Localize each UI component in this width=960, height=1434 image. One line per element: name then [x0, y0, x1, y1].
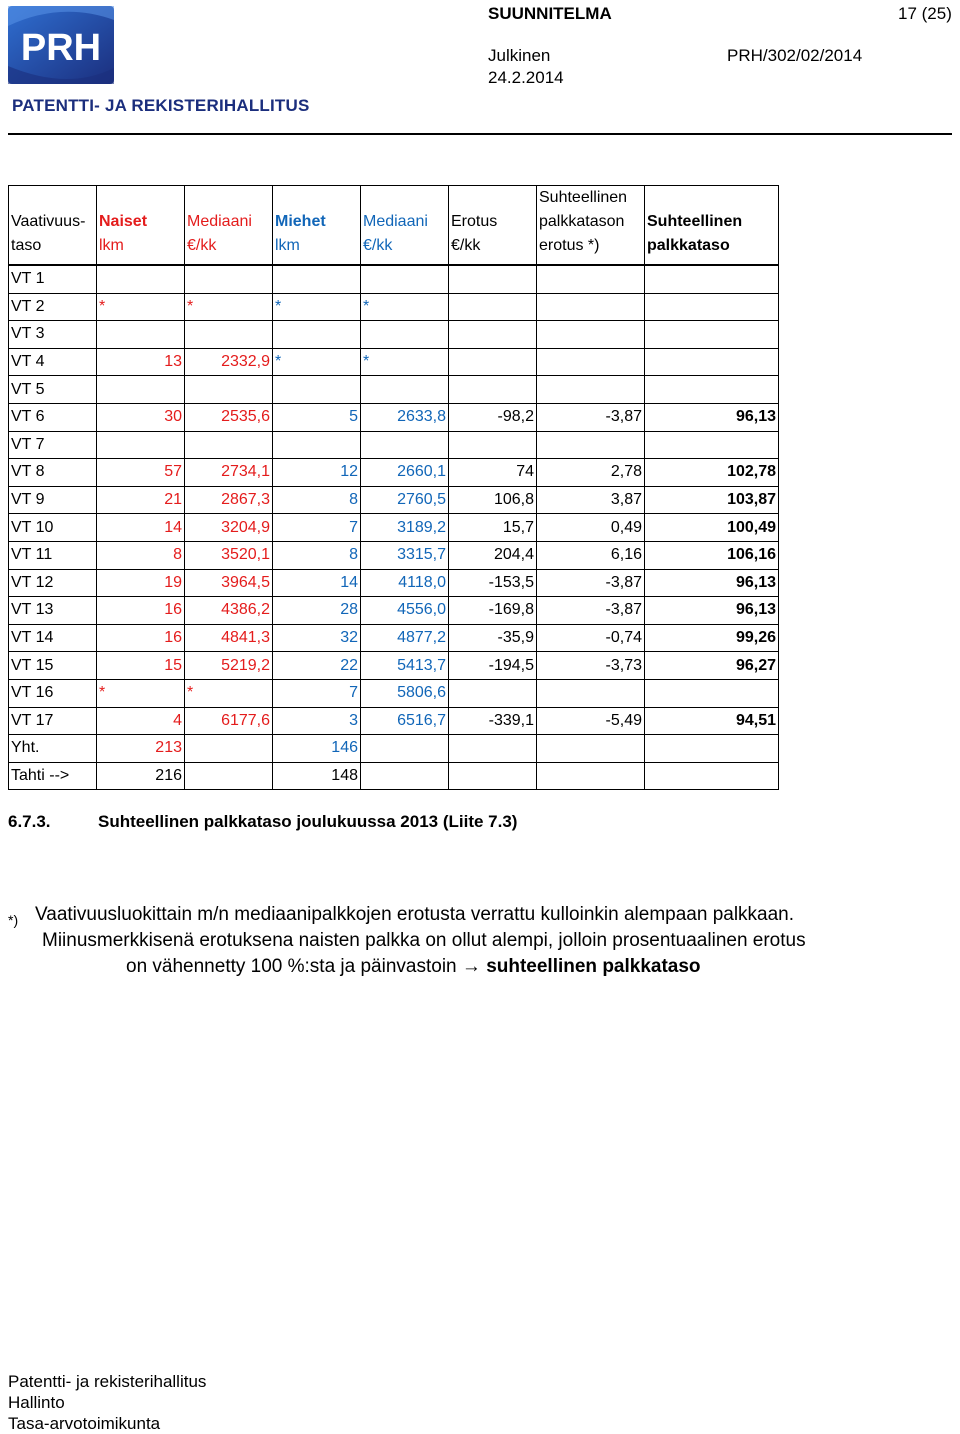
col-header-relative-difference: Suhteellinen palkkatason erotus *) — [537, 186, 645, 266]
table-header-row — [9, 186, 779, 266]
cell-relative-level — [645, 321, 779, 349]
prh-logo — [8, 6, 310, 115]
cell-women-median: * — [185, 679, 273, 707]
table-row — [9, 376, 779, 404]
cell-relative-level — [645, 679, 779, 707]
cell-level: VT 1 — [9, 265, 97, 293]
cell-relative-difference — [537, 321, 645, 349]
cell-relative-difference: -3,87 — [537, 597, 645, 625]
salary-table — [8, 185, 779, 790]
cell-relative-difference: -3,87 — [537, 403, 645, 431]
cell-men-count — [273, 376, 361, 404]
cell-relative-difference — [537, 762, 645, 790]
table-row — [9, 265, 779, 293]
cell-men-median: 3315,7 — [361, 541, 449, 569]
cell-relative-level — [645, 293, 779, 321]
cell-men-count: 8 — [273, 541, 361, 569]
cell-difference — [449, 348, 537, 376]
cell-level: VT 3 — [9, 321, 97, 349]
cell-difference — [449, 679, 537, 707]
cell-women-count: 8 — [97, 541, 185, 569]
cell-relative-difference: -3,87 — [537, 569, 645, 597]
footer-organization: Patentti- ja rekisterihallitus — [8, 1372, 207, 1391]
cell-level: VT 4 — [9, 348, 97, 376]
cell-relative-level: 96,13 — [645, 569, 779, 597]
footnote-line-2: Miinusmerkkisenä erotuksena naisten palkka on ollut alempi, jolloin prosentuaalinen erotus — [42, 930, 806, 951]
col-header-difference: Erotus €/kk — [449, 186, 537, 266]
cell-men-median: 3189,2 — [361, 514, 449, 542]
arrow-icon: → — [461, 956, 481, 977]
cell-men-count: 12 — [273, 459, 361, 487]
cell-women-count: 4 — [97, 707, 185, 735]
cell-women-median: 2867,3 — [185, 486, 273, 514]
table-row — [9, 569, 779, 597]
cell-relative-level: 96,13 — [645, 403, 779, 431]
cell-women-median: 2535,6 — [185, 403, 273, 431]
cell-difference: -153,5 — [449, 569, 537, 597]
cell-women-count: 15 — [97, 652, 185, 680]
cell-level: Yht. — [9, 735, 97, 763]
cell-level: VT 15 — [9, 652, 97, 680]
cell-relative-level — [645, 265, 779, 293]
cell-women-median: 4841,3 — [185, 624, 273, 652]
cell-difference — [449, 265, 537, 293]
cell-level: Tahti --> — [9, 762, 97, 790]
cell-difference — [449, 293, 537, 321]
cell-men-median: 2660,1 — [361, 459, 449, 487]
footnote-line-3 — [126, 956, 701, 978]
cell-level: VT 2 — [9, 293, 97, 321]
cell-men-count: 5 — [273, 403, 361, 431]
table-row — [9, 707, 779, 735]
cell-difference: 15,7 — [449, 514, 537, 542]
cell-men-count: 146 — [273, 735, 361, 763]
cell-women-median: 4386,2 — [185, 597, 273, 625]
header-divider — [8, 133, 952, 135]
cell-difference: -98,2 — [449, 403, 537, 431]
cell-women-count: 14 — [97, 514, 185, 542]
table-row — [9, 348, 779, 376]
cell-women-count: * — [97, 679, 185, 707]
cell-relative-difference: -0,74 — [537, 624, 645, 652]
cell-difference: -194,5 — [449, 652, 537, 680]
section-title: Suhteellinen palkkataso joulukuussa 2013 (Liite 7.3) — [98, 812, 518, 831]
logo-text: PRH — [20, 27, 102, 69]
footer-department: Hallinto — [8, 1393, 65, 1412]
cell-level: VT 12 — [9, 569, 97, 597]
cell-women-count: 213 — [97, 735, 185, 763]
cell-men-count: 14 — [273, 569, 361, 597]
cell-men-count: 3 — [273, 707, 361, 735]
cell-difference — [449, 376, 537, 404]
cell-women-count: 13 — [97, 348, 185, 376]
cell-difference: 74 — [449, 459, 537, 487]
cell-relative-level — [645, 431, 779, 459]
cell-level: VT 13 — [9, 597, 97, 625]
cell-men-count: 28 — [273, 597, 361, 625]
cell-women-count: 216 — [97, 762, 185, 790]
cell-relative-difference: 2,78 — [537, 459, 645, 487]
cell-relative-level: 102,78 — [645, 459, 779, 487]
cell-relative-level — [645, 348, 779, 376]
table-row — [9, 403, 779, 431]
page-number: 17 (25) — [898, 4, 952, 23]
cell-level: VT 9 — [9, 486, 97, 514]
cell-women-median: 3964,5 — [185, 569, 273, 597]
table-row — [9, 762, 779, 790]
footer-committee: Tasa-arvotoimikunta — [8, 1414, 161, 1433]
cell-women-median: 3520,1 — [185, 541, 273, 569]
table-row — [9, 652, 779, 680]
cell-level: VT 7 — [9, 431, 97, 459]
section-number: 6.7.3. — [8, 812, 51, 831]
cell-relative-difference: -5,49 — [537, 707, 645, 735]
table-row — [9, 431, 779, 459]
cell-women-median — [185, 431, 273, 459]
cell-relative-level: 94,51 — [645, 707, 779, 735]
cell-women-count: 19 — [97, 569, 185, 597]
cell-women-count: 21 — [97, 486, 185, 514]
table-row — [9, 735, 779, 763]
cell-level: VT 14 — [9, 624, 97, 652]
cell-relative-level: 106,16 — [645, 541, 779, 569]
cell-level: VT 5 — [9, 376, 97, 404]
cell-difference: 204,4 — [449, 541, 537, 569]
cell-difference — [449, 431, 537, 459]
cell-men-median: 4556,0 — [361, 597, 449, 625]
cell-men-median: 4877,2 — [361, 624, 449, 652]
cell-men-count: 7 — [273, 514, 361, 542]
cell-level: VT 17 — [9, 707, 97, 735]
cell-women-median: * — [185, 293, 273, 321]
cell-relative-difference — [537, 735, 645, 763]
cell-relative-level: 96,27 — [645, 652, 779, 680]
table-row — [9, 459, 779, 487]
cell-men-median — [361, 431, 449, 459]
classification: Julkinen — [488, 46, 551, 65]
cell-men-median — [361, 762, 449, 790]
footnote-line-3-text: on vähennetty 100 %:sta ja päinvastoin — [126, 956, 457, 977]
cell-men-median — [361, 376, 449, 404]
section-heading — [8, 812, 517, 832]
table-row — [9, 541, 779, 569]
cell-relative-level — [645, 735, 779, 763]
cell-relative-difference — [537, 679, 645, 707]
cell-relative-difference: 0,49 — [537, 514, 645, 542]
document-date: 24.2.2014 — [488, 68, 564, 87]
cell-relative-difference: -3,73 — [537, 652, 645, 680]
cell-men-median: * — [361, 293, 449, 321]
table-row — [9, 514, 779, 542]
footnote-line-1: Vaativuusluokittain m/n mediaanipalkkojen erotusta verrattu kulloinkin alempaan palkkaan. — [35, 904, 795, 925]
cell-relative-difference: 3,87 — [537, 486, 645, 514]
cell-women-count — [97, 265, 185, 293]
cell-men-count: 148 — [273, 762, 361, 790]
cell-difference: -35,9 — [449, 624, 537, 652]
cell-difference: -339,1 — [449, 707, 537, 735]
footnote-highlight: suhteellinen palkkataso — [486, 956, 701, 977]
cell-relative-level — [645, 376, 779, 404]
cell-relative-difference — [537, 293, 645, 321]
col-header-women-count: Naiset lkm — [97, 186, 185, 266]
cell-women-median — [185, 762, 273, 790]
cell-relative-difference — [537, 376, 645, 404]
table-row — [9, 321, 779, 349]
cell-women-count: 16 — [97, 597, 185, 625]
cell-women-median: 5219,2 — [185, 652, 273, 680]
cell-relative-difference: 6,16 — [537, 541, 645, 569]
cell-men-count: 7 — [273, 679, 361, 707]
cell-women-median — [185, 265, 273, 293]
cell-men-median: 6516,7 — [361, 707, 449, 735]
cell-women-count: * — [97, 293, 185, 321]
col-header-men-median: Mediaani €/kk — [361, 186, 449, 266]
logo-subtitle: PATENTTI- JA REKISTERIHALLITUS — [12, 96, 310, 115]
prh-logo-mark — [8, 6, 114, 84]
cell-men-median: 2760,5 — [361, 486, 449, 514]
table-row — [9, 486, 779, 514]
cell-men-count: * — [273, 293, 361, 321]
cell-relative-difference — [537, 431, 645, 459]
reference-number: PRH/302/02/2014 — [727, 46, 863, 65]
cell-men-count — [273, 431, 361, 459]
cell-relative-level: 103,87 — [645, 486, 779, 514]
cell-difference — [449, 321, 537, 349]
cell-men-median: 4118,0 — [361, 569, 449, 597]
doc-type: SUUNNITELMA — [488, 4, 612, 23]
table-row — [9, 597, 779, 625]
cell-men-count: 22 — [273, 652, 361, 680]
table-row — [9, 293, 779, 321]
cell-men-median — [361, 265, 449, 293]
cell-level: VT 8 — [9, 459, 97, 487]
cell-relative-difference — [537, 265, 645, 293]
cell-men-median: 5806,6 — [361, 679, 449, 707]
cell-relative-level: 100,49 — [645, 514, 779, 542]
cell-level: VT 16 — [9, 679, 97, 707]
cell-women-median — [185, 735, 273, 763]
cell-men-count: * — [273, 348, 361, 376]
cell-relative-level: 99,26 — [645, 624, 779, 652]
cell-women-median — [185, 321, 273, 349]
cell-women-median: 2734,1 — [185, 459, 273, 487]
cell-difference — [449, 762, 537, 790]
cell-men-median — [361, 321, 449, 349]
cell-women-median: 2332,9 — [185, 348, 273, 376]
cell-difference — [449, 735, 537, 763]
cell-women-count — [97, 376, 185, 404]
cell-men-median: 5413,7 — [361, 652, 449, 680]
cell-difference: 106,8 — [449, 486, 537, 514]
col-header-relative-level: Suhteellinen palkkataso — [645, 186, 779, 266]
cell-men-count — [273, 321, 361, 349]
cell-women-count — [97, 431, 185, 459]
cell-level: VT 6 — [9, 403, 97, 431]
cell-relative-difference — [537, 348, 645, 376]
cell-relative-level — [645, 762, 779, 790]
table-row — [9, 624, 779, 652]
col-header-women-median: Mediaani €/kk — [185, 186, 273, 266]
cell-women-median: 3204,9 — [185, 514, 273, 542]
cell-men-count: 32 — [273, 624, 361, 652]
cell-men-count: 8 — [273, 486, 361, 514]
cell-difference: -169,8 — [449, 597, 537, 625]
cell-women-count: 57 — [97, 459, 185, 487]
cell-women-median — [185, 376, 273, 404]
cell-level: VT 11 — [9, 541, 97, 569]
footnote-marker: *) — [8, 912, 19, 928]
cell-men-median: 2633,8 — [361, 403, 449, 431]
cell-women-count: 16 — [97, 624, 185, 652]
cell-men-median — [361, 735, 449, 763]
table-row — [9, 679, 779, 707]
cell-men-count — [273, 265, 361, 293]
cell-men-median: * — [361, 348, 449, 376]
col-header-men-count: Miehet lkm — [273, 186, 361, 266]
col-header-level: Vaativuus- taso — [9, 186, 97, 266]
cell-women-count — [97, 321, 185, 349]
cell-women-count: 30 — [97, 403, 185, 431]
cell-relative-level: 96,13 — [645, 597, 779, 625]
cell-level: VT 10 — [9, 514, 97, 542]
cell-women-median: 6177,6 — [185, 707, 273, 735]
